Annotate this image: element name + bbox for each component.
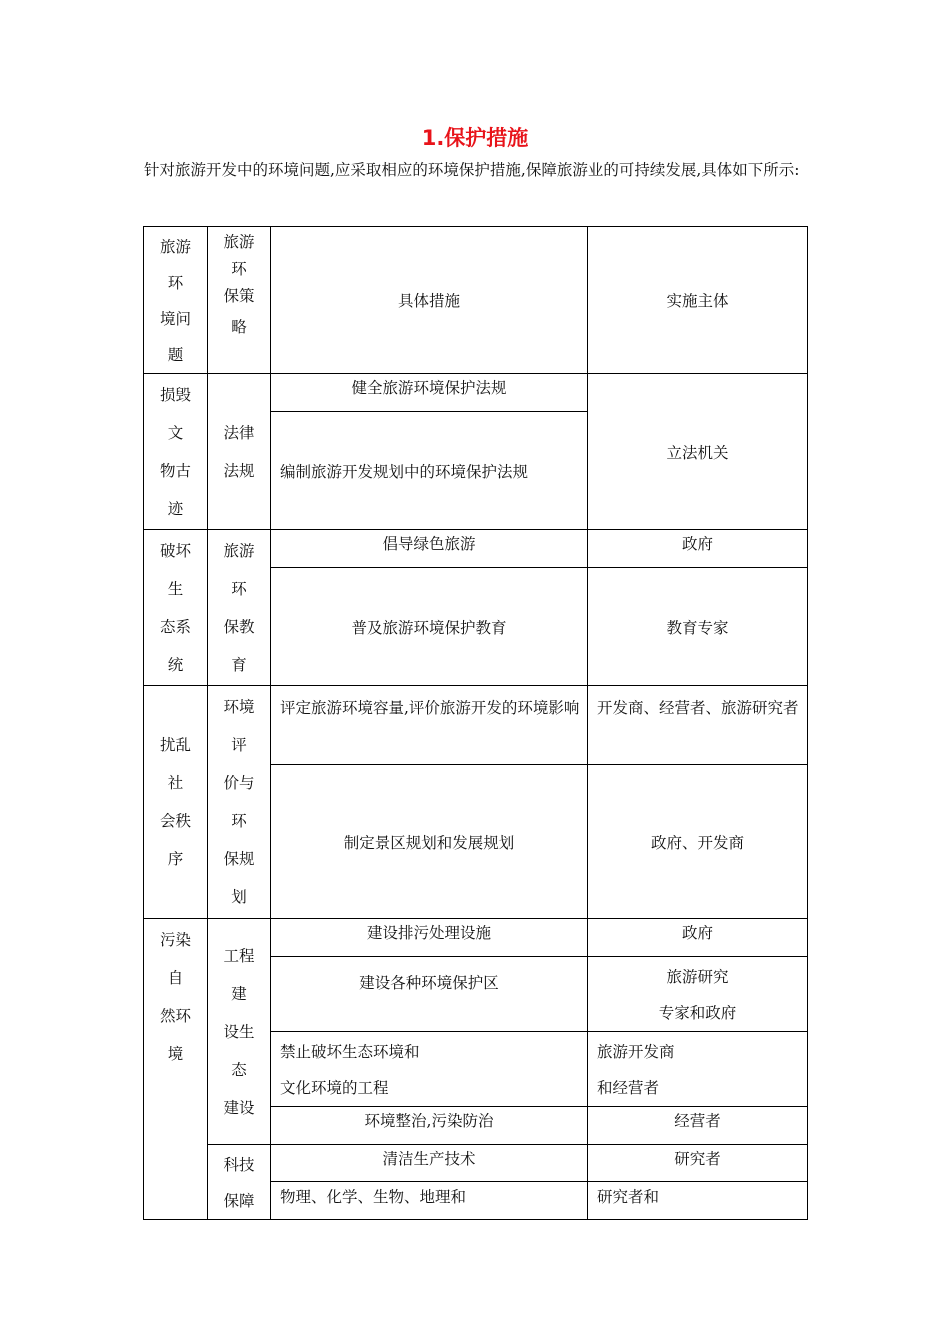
measure-line: 禁止破坏生态环境和 (280, 1043, 420, 1061)
strategy-line: 法律 (223, 423, 255, 442)
strategy-line: 环 (231, 580, 247, 598)
agent-line: 和经营者 (597, 1079, 660, 1097)
measure-cell: 健全旅游环境保护法规 (271, 374, 588, 412)
table-row (144, 919, 808, 957)
problem-cell (144, 374, 208, 530)
agent-cell: 经营者 (588, 1107, 808, 1145)
strategy-cell (208, 530, 271, 686)
strategy-line: 设生 (223, 1022, 255, 1041)
problem-line: 境 (167, 1045, 184, 1063)
agent-cell: 立法机关 (588, 374, 808, 530)
measure-cell: 建设排污处理设施 (271, 919, 588, 957)
problem-line: 会秩 (159, 812, 191, 830)
problem-line: 态系 (159, 618, 191, 636)
strategy-line: 评 (231, 736, 247, 754)
header-agent: 实施主体 (588, 227, 808, 374)
strategy-cell (208, 374, 271, 530)
agent-cell: 政府、开发商 (588, 765, 808, 919)
agent-line: 专家和政府 (658, 1004, 737, 1022)
agent-cell: 政府 (588, 530, 808, 568)
measure-cell: 制定景区规划和发展规划 (271, 765, 588, 919)
agent-cell (588, 957, 808, 1032)
strategy-line: 保规 (223, 850, 255, 868)
problem-line: 污染 (159, 931, 191, 949)
strategy-line: 建 (231, 984, 247, 1003)
strategy-line: 保教 (223, 618, 255, 636)
header-problem (144, 227, 208, 374)
header-strategy-line: 旅游 (223, 233, 255, 251)
protection-measures-table (143, 226, 808, 1220)
strategy-cell (208, 1145, 271, 1220)
problem-line: 迹 (167, 500, 184, 518)
header-problem-line: 环 (167, 274, 184, 292)
table-header-row (144, 227, 808, 374)
section-heading: 1.保护措施 (421, 126, 529, 150)
measure-cell: 物理、化学、生物、地理和 (271, 1182, 588, 1220)
header-problem-line: 题 (167, 346, 184, 364)
header-problem-line: 旅游 (159, 238, 191, 256)
strategy-line: 工程 (223, 946, 255, 965)
agent-cell: 研究者 (588, 1145, 808, 1182)
agent-cell: 研究者和 (588, 1182, 808, 1220)
table-row (144, 374, 808, 412)
problem-cell (144, 530, 208, 686)
agent-cell: 开发商、经营者、旅游研究者 (588, 686, 808, 765)
agent-line: 旅游开发商 (597, 1043, 675, 1061)
strategy-line: 育 (231, 656, 247, 674)
strategy-line: 态 (231, 1060, 247, 1079)
strategy-line: 法规 (223, 461, 255, 480)
problem-line: 统 (167, 656, 184, 674)
measure-cell: 普及旅游环境保护教育 (271, 568, 588, 686)
header-strategy (208, 227, 271, 374)
agent-cell: 政府 (588, 919, 808, 957)
measure-cell (271, 1032, 588, 1107)
problem-line: 扰乱 (159, 736, 191, 754)
table-row (144, 1145, 808, 1182)
agent-cell: 教育专家 (588, 568, 808, 686)
strategy-line: 价与 (223, 774, 255, 792)
strategy-line: 保障 (223, 1192, 255, 1210)
problem-line: 破坏 (159, 542, 191, 560)
strategy-cell (208, 686, 271, 919)
table-row (144, 530, 808, 568)
problem-line: 自 (167, 969, 184, 987)
problem-line: 文 (167, 424, 184, 442)
problem-line: 损毁 (159, 386, 191, 404)
header-strategy-line: 环 (231, 260, 247, 278)
table-row (144, 686, 808, 765)
header-strategy-line: 保策 (223, 287, 255, 305)
problem-line: 生 (167, 580, 184, 598)
problem-line: 然环 (159, 1007, 191, 1025)
measure-cell: 倡导绿色旅游 (271, 530, 588, 568)
agent-line: 旅游研究 (666, 968, 729, 986)
measure-cell: 编制旅游开发规划中的环境保护法规 (271, 412, 588, 530)
problem-line: 社 (167, 774, 184, 792)
measure-cell: 清洁生产技术 (271, 1145, 588, 1182)
intro-paragraph: 针对旅游开发中的环境问题,应采取相应的环境保护措施,保障旅游业的可持续发展,具体如下所示: (144, 161, 800, 179)
strategy-line: 环 (231, 812, 247, 830)
strategy-line: 科技 (223, 1156, 255, 1174)
header-strategy-line: 略 (231, 318, 247, 336)
measure-cell: 建设各种环境保护区 (271, 957, 588, 1032)
header-measures: 具体措施 (271, 227, 588, 374)
problem-cell (144, 919, 208, 1220)
measure-cell: 环境整治,污染防治 (271, 1107, 588, 1145)
measure-cell: 评定旅游环境容量,评价旅游开发的环境影响 (271, 686, 588, 765)
problem-line: 物古 (159, 462, 191, 480)
strategy-line: 建设 (223, 1098, 255, 1117)
strategy-line: 旅游 (223, 542, 255, 560)
measure-line: 文化环境的工程 (280, 1079, 389, 1097)
problem-cell (144, 686, 208, 919)
agent-cell (588, 1032, 808, 1107)
strategy-line: 环境 (223, 698, 255, 716)
strategy-cell (208, 919, 271, 1145)
problem-line: 序 (167, 850, 184, 868)
header-problem-line: 境问 (159, 310, 191, 328)
strategy-line: 划 (231, 888, 247, 906)
